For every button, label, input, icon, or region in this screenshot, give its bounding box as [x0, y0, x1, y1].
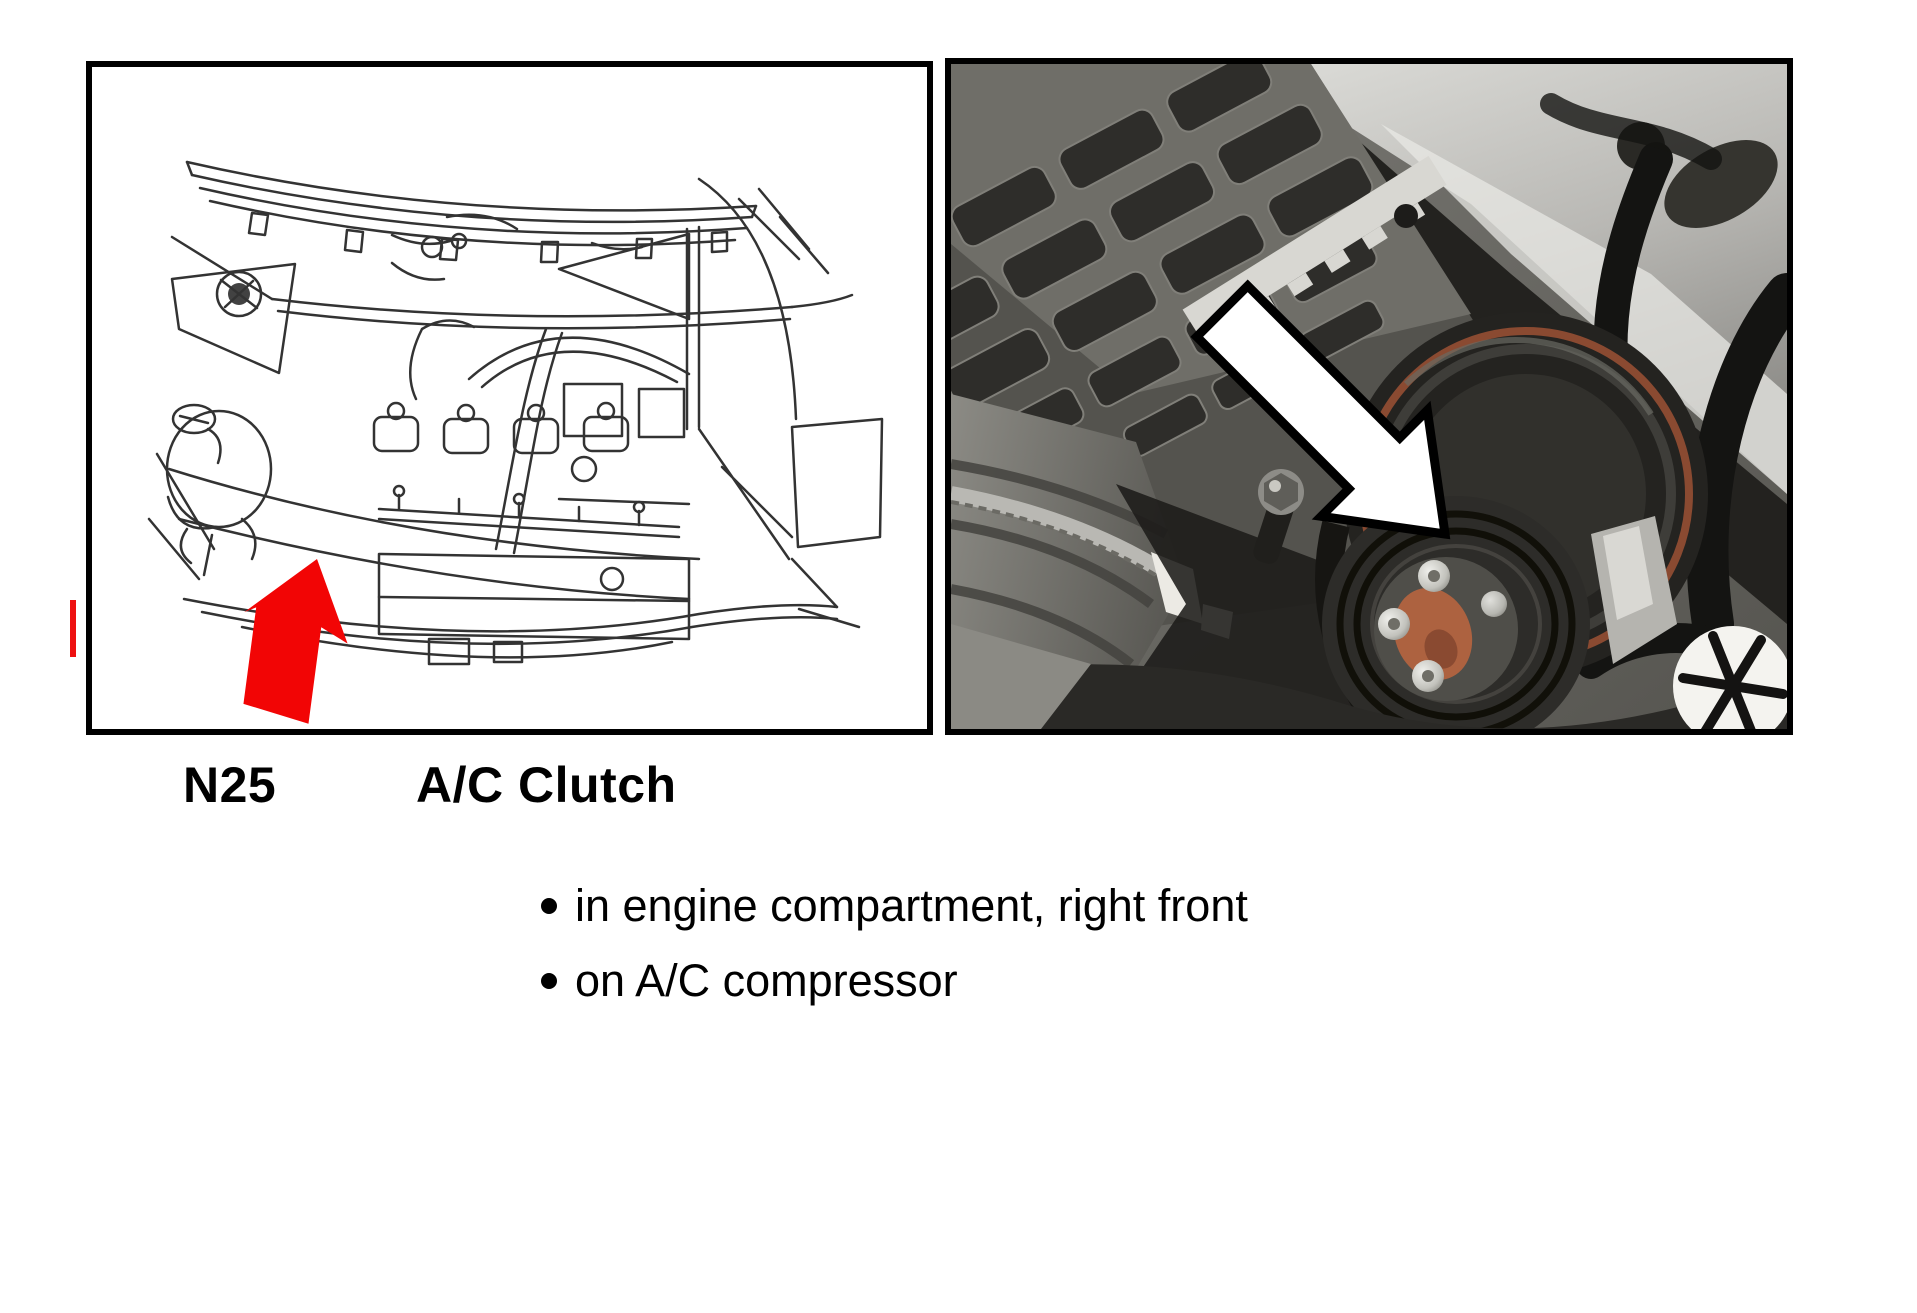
location-text: on A/C compressor — [575, 954, 958, 1006]
ac-compressor-photo — [951, 64, 1787, 729]
compressor-photo-panel — [945, 58, 1793, 735]
red-scan-artifact — [70, 600, 76, 657]
bullet-icon — [541, 898, 557, 914]
component-title: A/C Clutch — [416, 757, 677, 813]
list-item — [541, 943, 1248, 1018]
component-code: N25 — [183, 757, 277, 813]
engine-diagram-panel — [86, 61, 933, 735]
component-caption — [0, 756, 1917, 813]
bullet-icon — [541, 973, 557, 989]
list-item — [541, 868, 1248, 943]
engine-compartment-diagram — [92, 67, 927, 729]
location-list — [541, 868, 1248, 1018]
location-text: in engine compartment, right front — [575, 879, 1248, 931]
